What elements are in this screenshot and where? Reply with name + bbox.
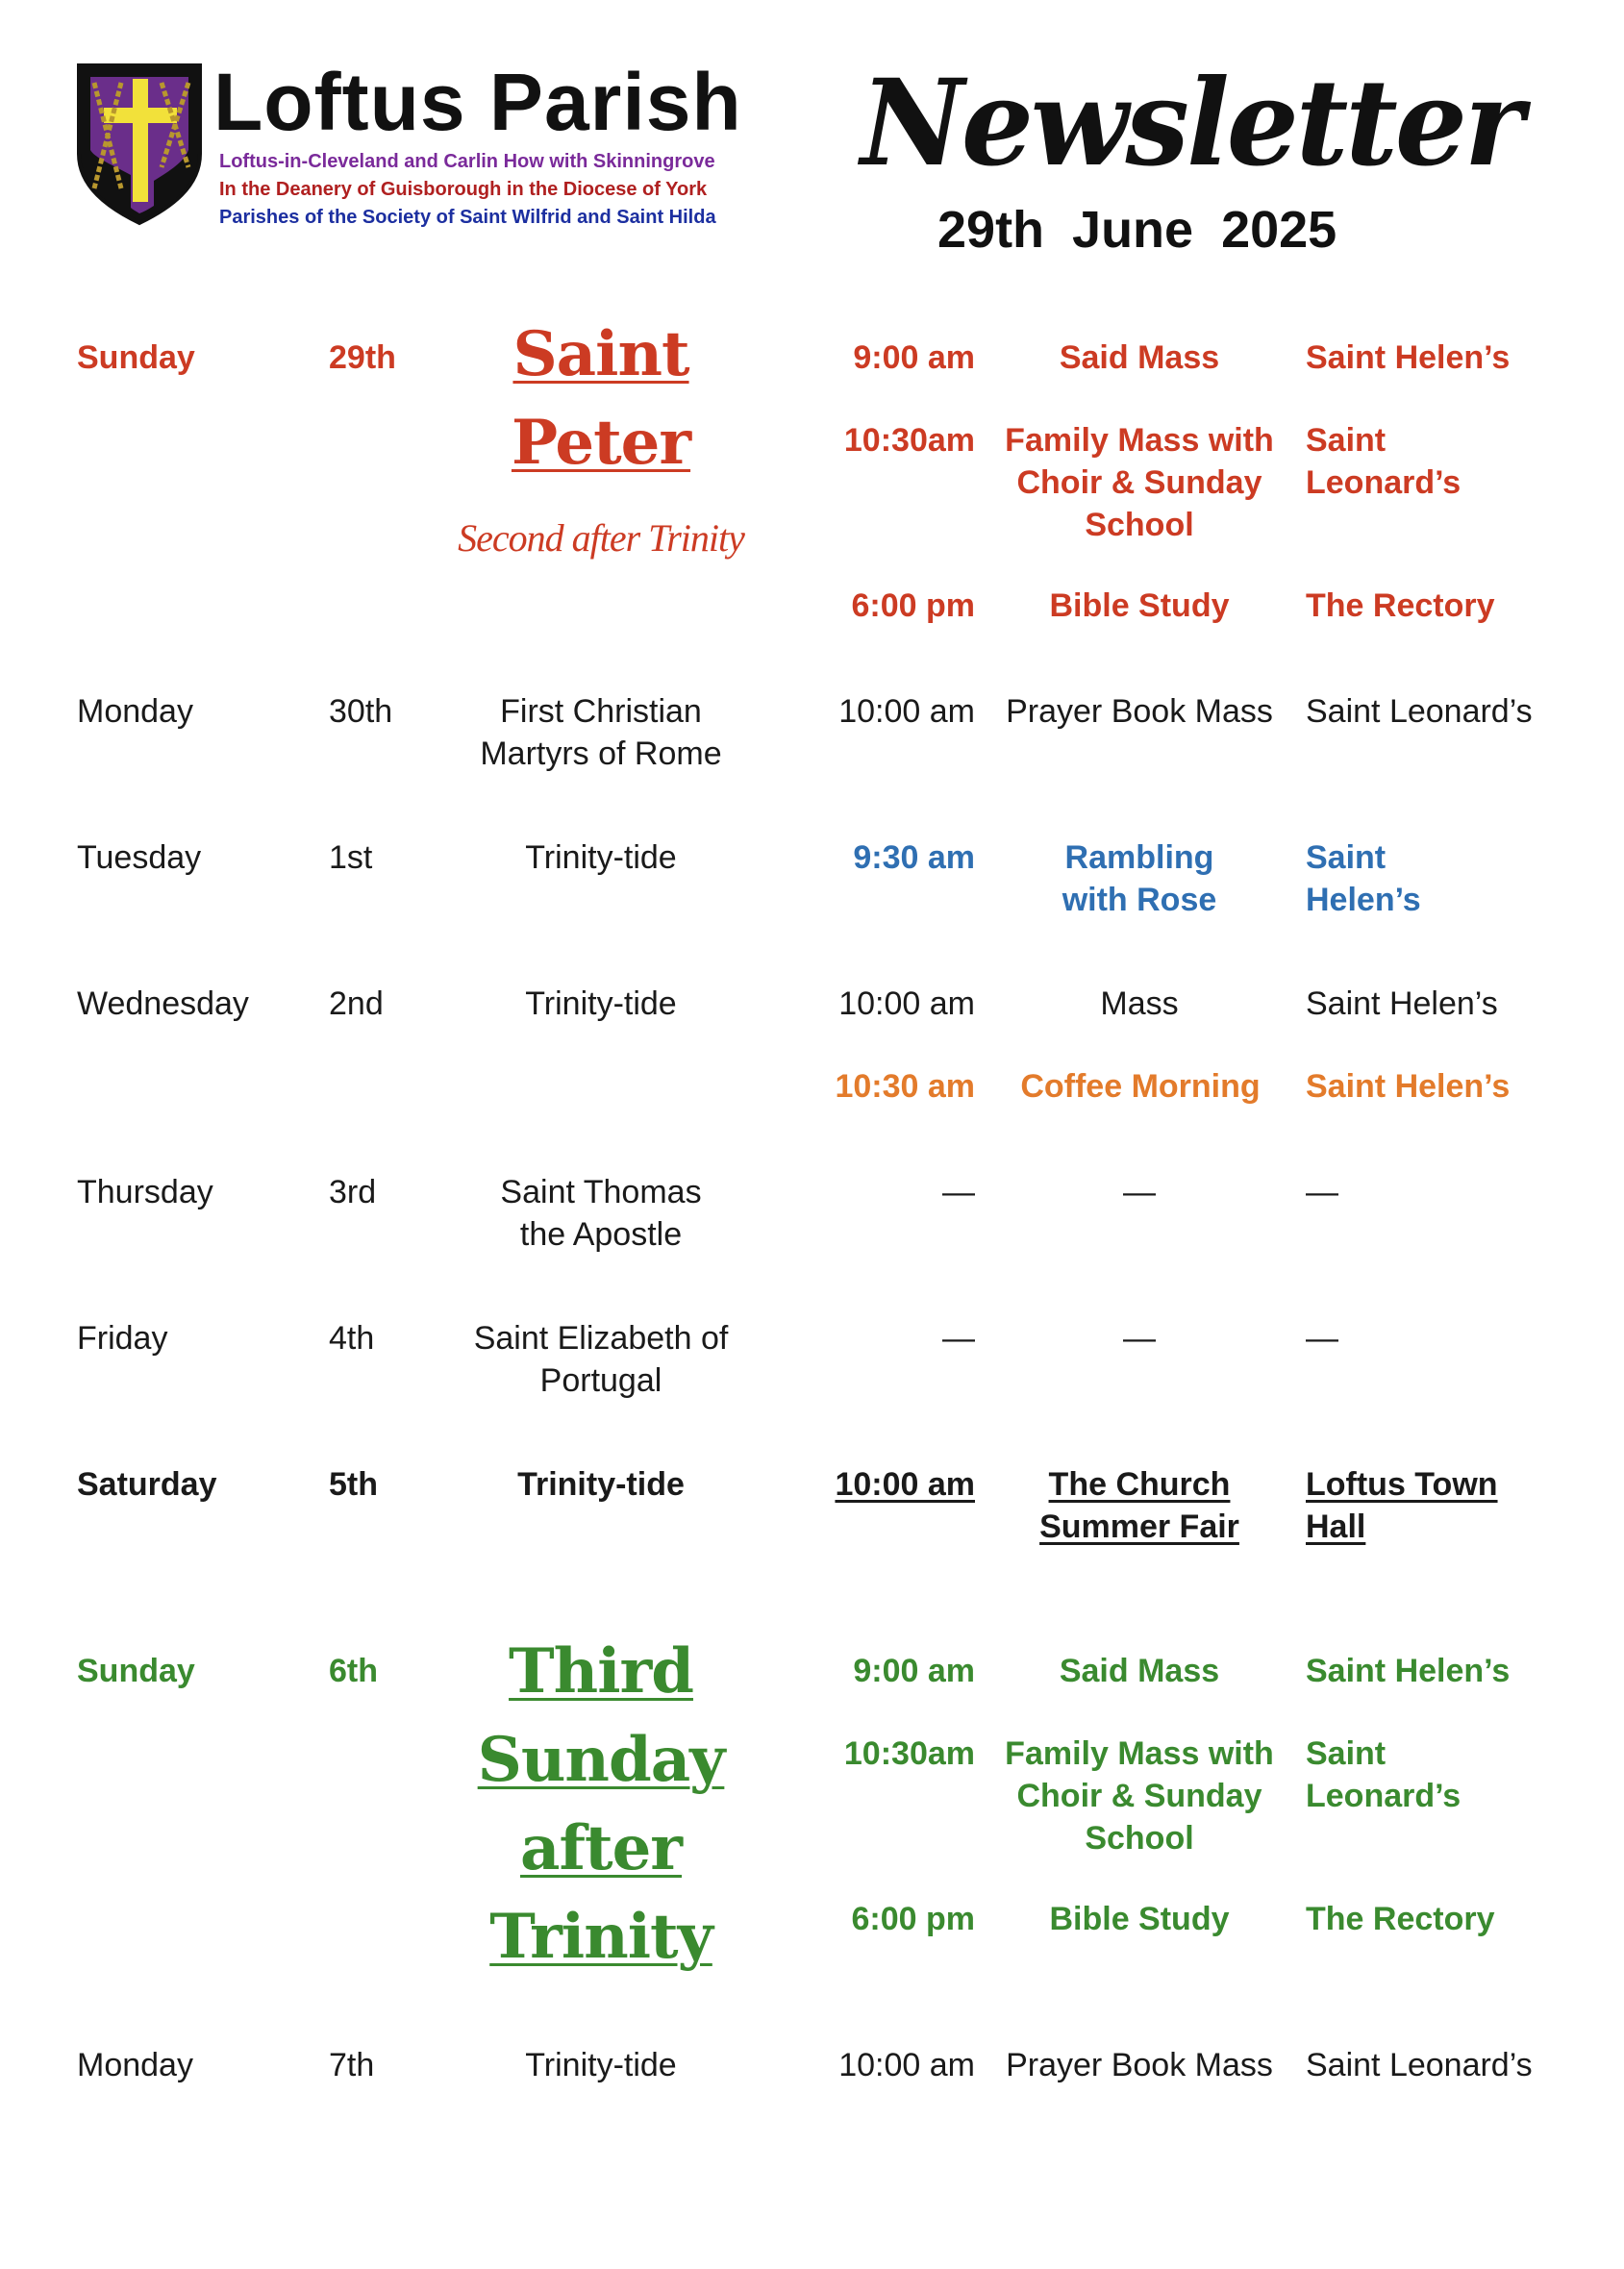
event: — — [1123, 1320, 1156, 1357]
time: 10:30am — [843, 422, 975, 459]
feast: Trinity-tide — [525, 2047, 677, 2083]
place: Saint Helen’s — [1306, 839, 1421, 918]
time: 6:00 pm — [851, 587, 975, 624]
parish-subtitle-2: In the Deanery of Guisborough in the Diocese of York — [219, 179, 708, 200]
place: — — [1306, 1320, 1338, 1357]
time: 10:30 am — [835, 1068, 975, 1105]
feast: Saint Elizabeth of Portugal — [473, 1320, 729, 1399]
event: — — [1123, 1174, 1156, 1210]
time: — — [942, 1320, 975, 1357]
place: Loftus Town Hall — [1306, 1466, 1498, 1545]
feast-subtitle: Second after Trinity — [458, 516, 744, 560]
feast-title-line-1: Saint — [512, 318, 689, 390]
newsletter-title: Newsletter — [861, 52, 1522, 193]
place: Saint Leonard’s — [1306, 422, 1462, 501]
feast: Trinity-tide — [525, 985, 677, 1022]
feast: Trinity-tide — [525, 839, 677, 876]
day-label: Tuesday — [77, 839, 202, 876]
feast: Trinity-tide — [517, 1466, 685, 1503]
day-label: Saturday — [77, 1466, 217, 1503]
event: Bible Study — [1049, 587, 1230, 624]
date-label: 7th — [329, 2047, 375, 2083]
event: Family Mass with Choir & Sunday School — [1005, 422, 1274, 543]
date-label: 4th — [329, 1320, 375, 1357]
feast-title-line-2: Sunday — [477, 1724, 725, 1796]
time: 9:30 am — [853, 839, 975, 876]
day-label: Wednesday — [77, 985, 249, 1022]
day-label: Sunday — [77, 339, 195, 376]
parish-subtitle-1: Loftus-in-Cleveland and Carlin How with Skinningrove — [219, 151, 715, 172]
time: 10:00 am — [838, 693, 975, 730]
day-label: Friday — [77, 1320, 168, 1357]
date-label: 29th — [329, 339, 396, 376]
date-label: 2nd — [329, 985, 384, 1022]
date-label: 5th — [329, 1466, 378, 1503]
place: Saint Helen’s — [1306, 1653, 1511, 1689]
date-label: 1st — [329, 839, 373, 876]
time: 10:00 am — [838, 2047, 975, 2083]
event: Family Mass with Choir & Sunday School — [1005, 1735, 1274, 1857]
time: 9:00 am — [853, 339, 975, 376]
event: Said Mass — [1059, 1653, 1220, 1689]
time: 10:00 am — [835, 1466, 975, 1503]
place: The Rectory — [1306, 1901, 1495, 1937]
feast: Saint Thomas the Apostle — [500, 1174, 702, 1253]
parish-subtitle-3: Parishes of the Society of Saint Wilfrid and Saint Hilda — [219, 207, 716, 228]
date-label: 30th — [329, 693, 393, 730]
event: The Church Summer Fair — [1039, 1466, 1239, 1545]
day-label: Monday — [77, 2047, 193, 2083]
feast-title-line-2: Peter — [511, 407, 691, 479]
newsletter-date: 29th June 2025 — [937, 201, 1337, 259]
feast: First Christian Martyrs of Rome — [480, 693, 722, 772]
event: Rambling with Rose — [1062, 839, 1217, 918]
day-label: Thursday — [77, 1174, 213, 1210]
place: Saint Leonard’s — [1306, 1735, 1462, 1814]
parish-name: Loftus Parish — [213, 57, 742, 147]
place: Saint Helen’s — [1306, 339, 1511, 376]
date-label: 6th — [329, 1653, 378, 1689]
event: Mass — [1100, 985, 1179, 1022]
place: The Rectory — [1306, 587, 1495, 624]
place: Saint Helen’s — [1306, 985, 1498, 1022]
day-label: Monday — [77, 693, 193, 730]
place: Saint Leonard’s — [1306, 693, 1533, 730]
place: Saint Leonard’s — [1306, 2047, 1533, 2083]
event: Bible Study — [1049, 1901, 1230, 1937]
place: Saint Helen’s — [1306, 1068, 1511, 1105]
feast-title-line-1: Third — [509, 1635, 693, 1708]
event: Prayer Book Mass — [1006, 2047, 1273, 2083]
event: Coffee Morning — [1020, 1068, 1261, 1105]
feast-title-line-4: Trinity — [489, 1901, 712, 1973]
feast-title-line-3: after — [520, 1812, 682, 1884]
date-label: 3rd — [329, 1174, 377, 1210]
event: Said Mass — [1059, 339, 1220, 376]
place: — — [1306, 1174, 1338, 1210]
time: 10:00 am — [838, 985, 975, 1022]
time: 6:00 pm — [851, 1901, 975, 1937]
shield-cross-icon — [75, 62, 204, 227]
day-label: Sunday — [77, 1653, 195, 1689]
time: — — [942, 1174, 975, 1210]
event: Prayer Book Mass — [1006, 693, 1273, 730]
time: 9:00 am — [853, 1653, 975, 1689]
time: 10:30am — [843, 1735, 975, 1772]
